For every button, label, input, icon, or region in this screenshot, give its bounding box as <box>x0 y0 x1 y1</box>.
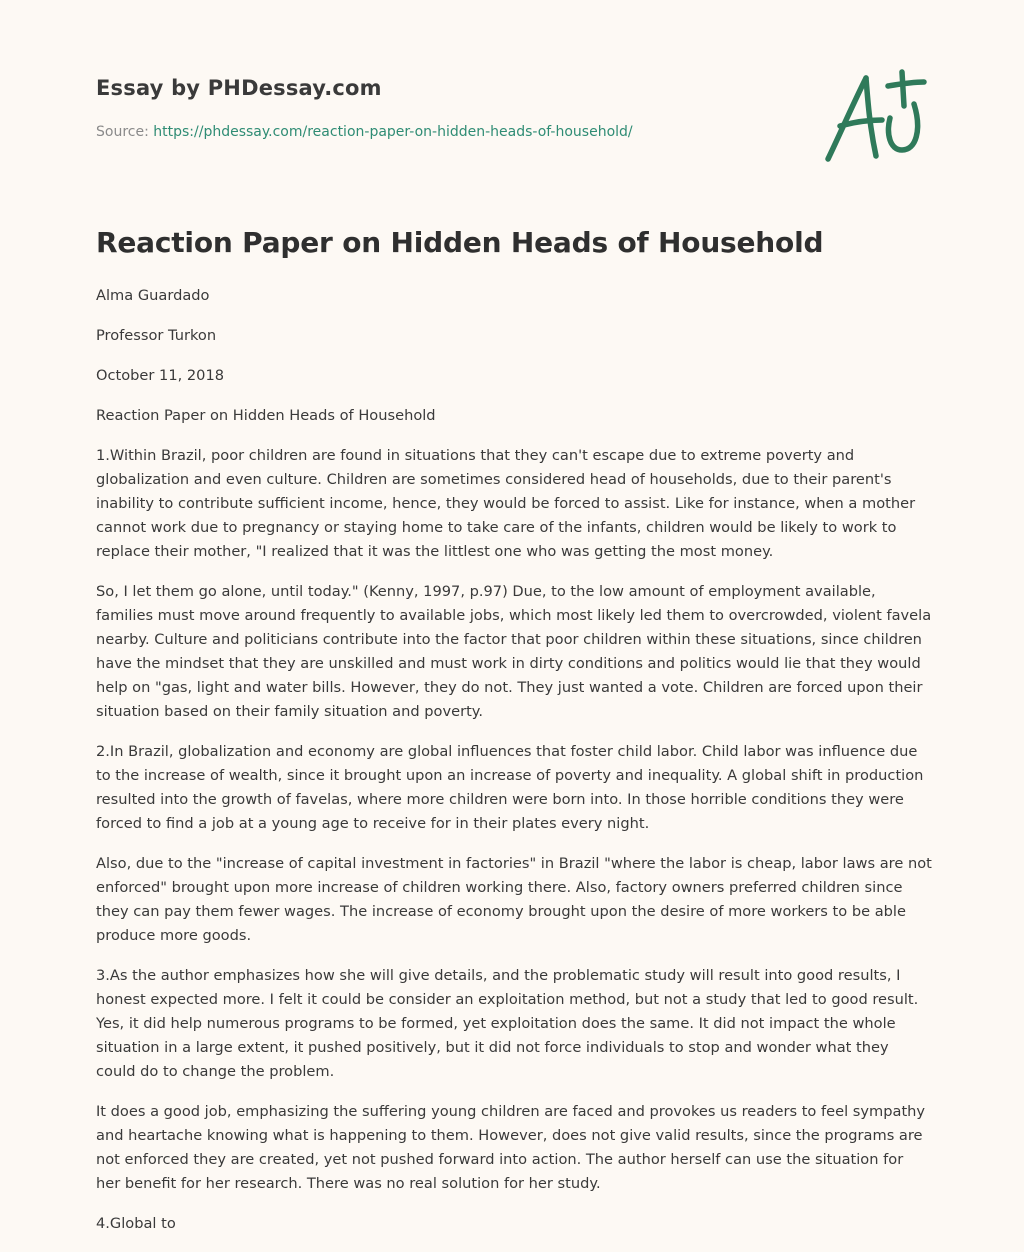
essay-body <box>96 284 932 1252</box>
source-link[interactable]: https://phdessay.com/reaction-paper-on-hidden-heads-of-household/ <box>153 124 633 140</box>
professor-line: Professor Turkon <box>96 327 217 344</box>
author-line: Alma Guardado <box>96 287 210 304</box>
paragraph: 2.In Brazil, globalization and economy are global influences that foster child labor. Child labor was influence due to the increase of wealth, since it brought upon an increase of poverty and inequality. A global shift in production resulted into the growth of favelas, where more children were born into. In those horrible conditions they were forced to find a job at a young age to receive for in their plates every night. <box>96 743 924 832</box>
source-line <box>96 124 633 140</box>
paragraph: It does a good job, emphasizing the suffering young children are faced and provokes us readers to feel sympathy and heartache knowing what is happening to them. However, does not give valid results, since the programs are not enforced they are created, yet not pushed forward into action. The author herself can use the situation for her benefit for her research. There was no real solution for her study. <box>96 1103 926 1192</box>
paragraph: So, I let them go alone, until today." (Kenny, 1997, p.97) Due, to the low amount of employment available, families must move around frequently to available jobs, which most likely led them to overcrowded, violent favela nearby. Culture and politicians contribute into the factor that poor children within these situations, since children have the mindset that they are unskilled and must work in dirty conditions and politics would lie that they would help on "gas, light and water bills. However, they do not. They just wanted a vote. Children are forced upon their situation based on their family situation and poverty. <box>96 583 932 720</box>
paragraph: 1.Within Brazil, poor children are found in situations that they can't escape due to extreme poverty and globalization and even culture. Children are sometimes considered head of households, due to their parent's inability to contribute sufficient income, hence, they would be forced to assist. Like for instance, when a mother cannot work due to pregnancy or staying home to take care of the infants, children would be likely to work to replace their mother, "I realized that it was the littlest one who was getting the most money. <box>96 447 916 560</box>
essay-subtitle: Reaction Paper on Hidden Heads of Household <box>96 407 436 424</box>
source-label: Source: <box>96 124 154 140</box>
paragraph: 4.Global to <box>96 1215 176 1232</box>
date-line: October 11, 2018 <box>96 367 225 384</box>
essay-title: Reaction Paper on Hidden Heads of Household <box>96 226 824 259</box>
site-title: Essay by PHDessay.com <box>96 76 382 100</box>
paragraph: Also, due to the "increase of capital investment in factories" in Brazil "where the labor is cheap, labor laws are not enforced" brought upon more increase of children working there. Also, factory owners preferred children since they can pay them fewer wages. The increase of economy brought upon the desire of more workers to be able produce more goods. <box>96 855 932 944</box>
paragraph: 3.As the author emphasizes how she will give details, and the problematic study will result into good results, I honest expected more. I felt it could be consider an exploitation method, but not a study that led to good result. Yes, it did help numerous programs to be formed, yet exploitation does the same. It did not impact the whole situation in a large extent, it pushed positively, but it did not force individuals to stop and wonder what they could do to change the problem. <box>96 967 919 1080</box>
a-plus-logo-icon <box>818 64 930 168</box>
